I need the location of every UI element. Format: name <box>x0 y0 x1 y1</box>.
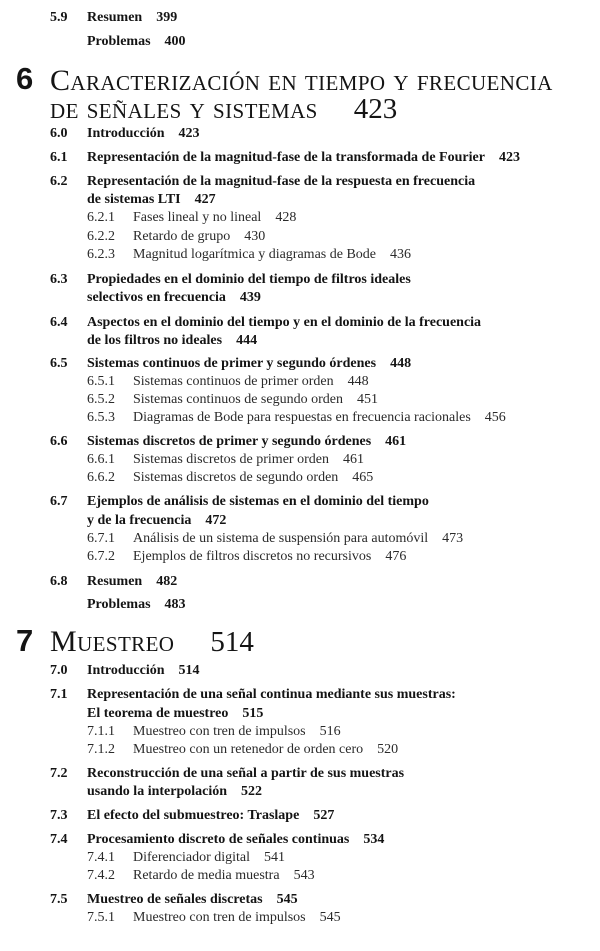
section-title: El efecto del submuestreo: Traslape <box>87 808 300 823</box>
subsection-number: 6.6.1 <box>87 452 115 467</box>
toc-subentry-6-6-2 <box>87 471 373 485</box>
section-number: 5.9 <box>50 10 68 25</box>
section-number: 6.3 <box>50 272 68 287</box>
section-title: Representación de una señal continua mediante sus muestras: <box>87 687 456 702</box>
section-title-cont: de los filtros no ideales <box>87 333 223 348</box>
toc-subentry-6-2-2 <box>87 230 265 244</box>
toc-entry-7-1-cont <box>87 707 263 721</box>
section-number: 7.1 <box>50 687 68 702</box>
toc-entry-6-7-cont <box>87 514 226 528</box>
subsection-title: Análisis de un sistema de suspensión para automóvil <box>133 531 429 546</box>
page-number: 428 <box>275 210 297 225</box>
toc-subentry-7-4-1 <box>87 851 285 865</box>
toc-entry-7-4 <box>50 833 384 847</box>
subsection-title: Retardo de media muestra <box>133 868 280 883</box>
page-number: 534 <box>363 832 385 847</box>
toc-entry-7-1 <box>50 688 456 702</box>
toc-entry-problems-6 <box>87 598 186 612</box>
subsection-number: 6.5.2 <box>87 392 115 407</box>
page-number: 483 <box>164 597 186 612</box>
toc-entry-7-3 <box>50 809 334 823</box>
page-number: 543 <box>293 868 315 883</box>
subsection-number: 6.2.3 <box>87 247 115 262</box>
subsection-title: Ejemplos de filtros discretos no recursivos <box>133 549 372 564</box>
page-number: 400 <box>164 34 186 49</box>
page-number: 423 <box>498 150 520 165</box>
chapter-title-line2-row <box>50 94 397 124</box>
toc-entry-6-3 <box>50 273 411 287</box>
subsection-title: Sistemas continuos de primer orden <box>133 374 334 389</box>
page-number: 545 <box>319 910 341 925</box>
toc-entry-7-2 <box>50 767 404 781</box>
toc-entry-6-2-cont <box>87 193 216 207</box>
chapter-title: Muestreo <box>50 625 175 658</box>
subsection-number: 7.4.2 <box>87 868 115 883</box>
toc-subentry-7-4-2 <box>87 869 315 883</box>
toc-subentry-6-5-2 <box>87 393 378 407</box>
section-number: 7.2 <box>50 766 68 781</box>
page-number: 515 <box>242 706 264 721</box>
subsection-number: 6.5.3 <box>87 410 115 425</box>
subsection-title: Sistemas discretos de segundo orden <box>133 470 339 485</box>
chapter-page: 423 <box>353 93 398 125</box>
subsection-title: Muestreo con un retenedor de orden cero <box>133 742 364 757</box>
page-number: 430 <box>244 229 266 244</box>
chapter-title-line1: Caracterización en tiempo y frecuencia <box>50 64 553 97</box>
page-number: 516 <box>319 724 341 739</box>
toc-entry-6-2 <box>50 175 475 189</box>
toc-entry-6-8 <box>50 575 177 589</box>
page-number: 456 <box>484 410 506 425</box>
section-title-cont: y de la frecuencia <box>87 513 192 528</box>
section-title: Representación de la magnitud-fase de la respuesta en frecuencia <box>87 174 476 189</box>
subsection-title: Muestreo con tren de impulsos <box>133 724 306 739</box>
page-number: 436 <box>390 247 411 262</box>
page-number: 541 <box>264 850 286 865</box>
section-title: Muestreo de señales discretas <box>87 892 263 907</box>
page-number: 520 <box>377 742 399 757</box>
subsection-number: 6.2.2 <box>87 229 115 244</box>
page-number: 522 <box>241 784 263 799</box>
subsection-number: 7.1.1 <box>87 724 115 739</box>
page-number: 472 <box>205 513 227 528</box>
chapter-page: 514 <box>210 626 254 658</box>
subsection-number: 7.4.1 <box>87 850 115 865</box>
subsection-number: 6.7.2 <box>87 549 115 564</box>
subsection-title: Sistemas discretos de primer orden <box>133 452 329 467</box>
section-title: Aspectos en el dominio del tiempo y en el dominio de la frecuencia <box>87 315 482 330</box>
toc-entry-7-0 <box>50 664 200 678</box>
section-number: 7.0 <box>50 663 68 678</box>
chapter-number: 6 <box>16 61 34 96</box>
subsection-number: 6.5.1 <box>87 374 115 389</box>
section-title: Problemas <box>87 597 151 612</box>
toc-subentry-6-7-2 <box>87 550 406 564</box>
page-number: 465 <box>352 470 374 485</box>
subsection-number: 6.2.1 <box>87 210 115 225</box>
subsection-title: Diferenciador digital <box>133 850 251 865</box>
section-title: Resumen <box>87 574 143 589</box>
chapter-title-row <box>50 627 254 657</box>
toc-subentry-6-7-1 <box>87 532 463 546</box>
toc-entry-7-2-cont <box>87 785 262 799</box>
section-number: 7.5 <box>50 892 68 907</box>
section-number: 6.2 <box>50 174 68 189</box>
section-title: Problemas <box>87 34 151 49</box>
page-number: 451 <box>356 392 378 407</box>
page-number: 439 <box>239 290 261 305</box>
toc-entry-6-6 <box>50 435 406 449</box>
subsection-number: 6.7.1 <box>87 531 115 546</box>
page-number: 527 <box>313 808 335 823</box>
section-title: Ejemplos de análisis de sistemas en el dominio del tiempo <box>87 494 429 509</box>
section-title: Sistemas discretos de primer y segundo órdenes <box>87 434 372 449</box>
page-number: 461 <box>385 434 407 449</box>
section-title-cont: usando la interpolación <box>87 784 228 799</box>
page-number: 514 <box>178 663 200 678</box>
section-number: 6.7 <box>50 494 68 509</box>
toc-entry-6-0 <box>50 127 200 141</box>
page-number: 423 <box>178 126 200 141</box>
toc-entry-6-1 <box>50 151 520 165</box>
toc-subentry-7-1-1 <box>87 725 341 739</box>
subsection-number: 7.1.2 <box>87 742 115 757</box>
section-number: 6.8 <box>50 574 68 589</box>
section-title-cont: El teorema de muestreo <box>87 706 229 721</box>
subsection-title: Magnitud logarítmica y diagramas de Bode <box>133 247 376 262</box>
section-title: Introducción <box>87 663 165 678</box>
page-number: 444 <box>236 333 258 348</box>
subsection-title: Fases lineal y no lineal <box>133 210 262 225</box>
toc-entry-6-7 <box>50 495 429 509</box>
subsection-title: Sistemas continuos de segundo orden <box>133 392 343 407</box>
page-number: 427 <box>194 192 216 207</box>
section-title: Propiedades en el dominio del tiempo de filtros ideales <box>87 272 411 287</box>
section-number: 6.1 <box>50 150 68 165</box>
toc-entry-6-3-cont <box>87 291 261 305</box>
toc-subentry-6-6-1 <box>87 453 364 467</box>
section-title: Reconstrucción de una señal a partir de sus muestras <box>87 766 405 781</box>
toc-entry-6-4 <box>50 316 481 330</box>
toc-entry-problems-5 <box>87 35 186 49</box>
page-number: 482 <box>156 574 178 589</box>
page-number: 545 <box>276 892 298 907</box>
page-number: 473 <box>442 531 464 546</box>
section-number: 7.4 <box>50 832 68 847</box>
section-title: Representación de la magnitud-fase de la transformada de Fourier <box>87 150 485 165</box>
toc-entry-6-4-cont <box>87 334 257 348</box>
chapter-number: 7 <box>16 623 34 658</box>
toc-subentry-7-5-1 <box>87 911 341 925</box>
page-number: 476 <box>385 549 407 564</box>
toc-subentry-6-5-3 <box>87 411 506 425</box>
subsection-number: 7.5.1 <box>87 910 115 925</box>
section-number: 6.6 <box>50 434 68 449</box>
section-number: 7.3 <box>50 808 68 823</box>
subsection-number: 6.6.2 <box>87 470 115 485</box>
section-title-cont: de sistemas LTI <box>87 192 181 207</box>
section-number: 6.0 <box>50 126 68 141</box>
page-number: 448 <box>347 374 369 389</box>
section-title: Procesamiento discreto de señales continuas <box>87 832 350 847</box>
subsection-title: Muestreo con tren de impulsos <box>133 910 306 925</box>
page-number: 399 <box>156 10 178 25</box>
page-number: 448 <box>390 356 412 371</box>
page-number: 461 <box>342 452 364 467</box>
toc-subentry-6-2-1 <box>87 211 296 225</box>
section-title: Introducción <box>87 126 165 141</box>
section-number: 6.4 <box>50 315 68 330</box>
subsection-title: Diagramas de Bode para respuestas en frecuencia racionales <box>133 410 471 425</box>
toc-subentry-6-5-1 <box>87 375 369 389</box>
toc-subentry-7-1-2 <box>87 743 398 757</box>
toc-entry-6-5 <box>50 357 411 371</box>
section-number: 6.5 <box>50 356 68 371</box>
toc-entry-5-9 <box>50 11 177 25</box>
toc-subentry-6-2-3 <box>87 248 411 262</box>
section-title: Sistemas continuos de primer y segundo órdenes <box>87 356 377 371</box>
section-title-cont: selectivos en frecuencia <box>87 290 226 305</box>
toc-entry-7-5 <box>50 893 298 907</box>
chapter-title-line2: de señales y sistemas <box>50 92 318 125</box>
subsection-title: Retardo de grupo <box>133 229 231 244</box>
section-title: Resumen <box>87 10 143 25</box>
